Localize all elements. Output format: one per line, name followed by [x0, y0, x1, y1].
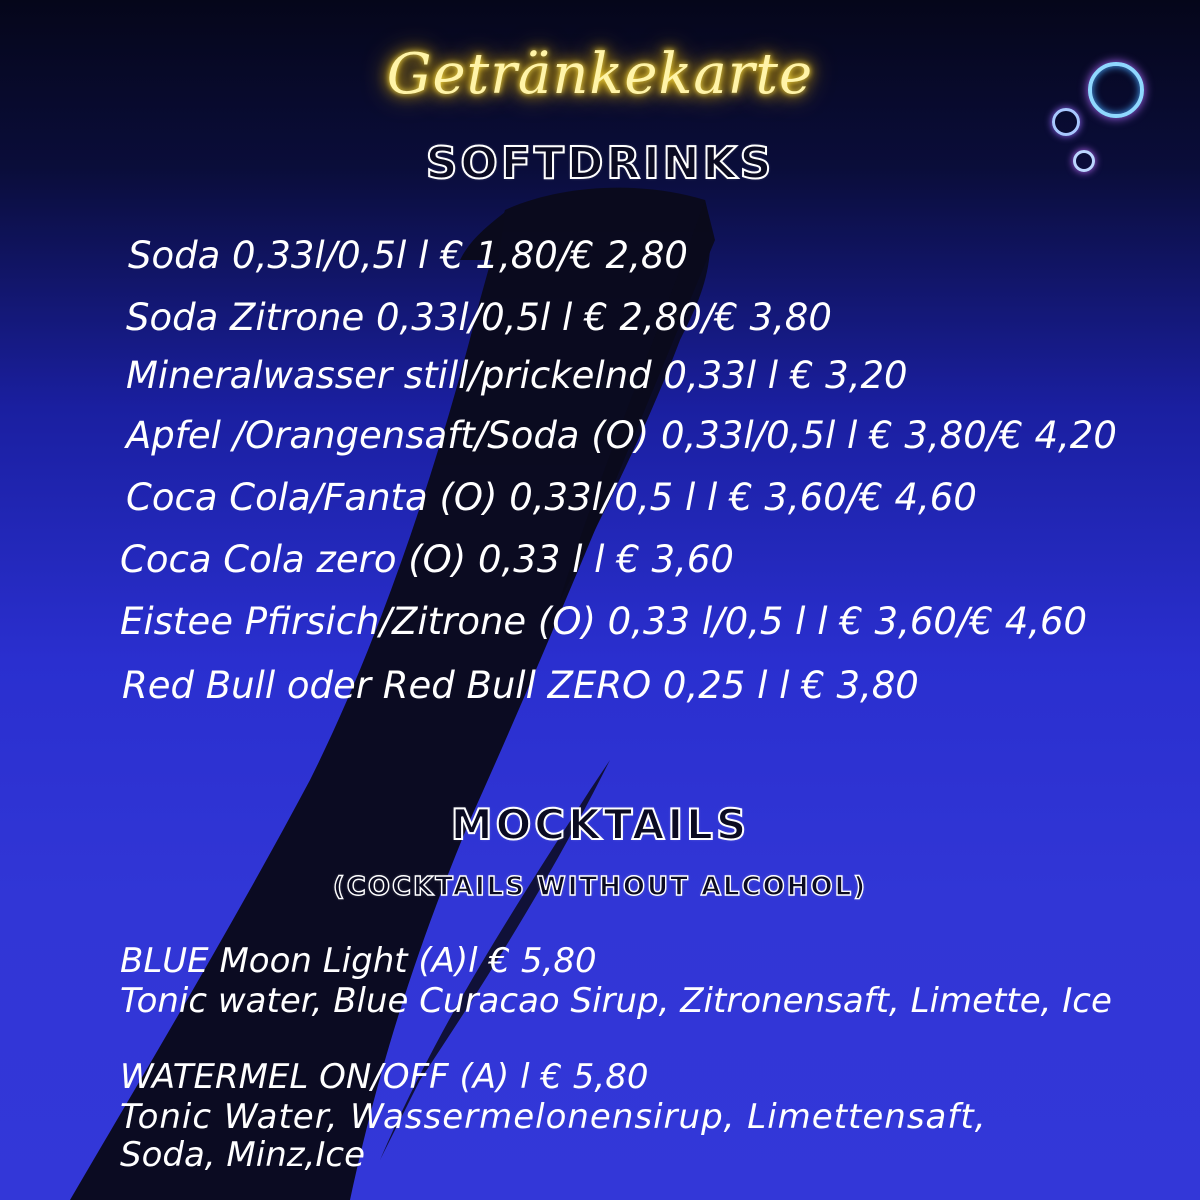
softdrinks-heading: SOFTDRINKS	[425, 138, 775, 189]
menu-item: Soda Zitrone 0,33l/0,5l l € 2,80/€ 3,80	[126, 296, 832, 339]
mocktail-name: WATERMEL ON/OFF (A) l € 5,80	[120, 1057, 649, 1097]
menu-item: Mineralwasser still/prickelnd 0,33l l € 3,20	[126, 354, 908, 397]
menu-item: Coca Cola/Fanta (O) 0,33l/0,5 l l € 3,60/€ 4,60	[126, 476, 977, 519]
mocktails-heading: MOCKTAILS	[450, 800, 750, 849]
menu-item: Red Bull oder Red Bull ZERO 0,25 l l € 3,80	[122, 664, 919, 707]
menu-item: Apfel /Orangensaft/Soda (O) 0,33l/0,5l l € 3,80/€ 4,20	[126, 414, 1117, 457]
mocktail-ingredients: Tonic Water, Wassermelonensirup, Limettensaft,	[120, 1097, 987, 1137]
menu-item: Eistee Pfirsich/Zitrone (O) 0,33 l/0,5 l l € 3,60/€ 4,60	[120, 600, 1088, 643]
mocktail-name: BLUE Moon Light (A)l € 5,80	[120, 941, 597, 981]
menu-item: Soda 0,33l/0,5l l € 1,80/€ 2,80	[128, 234, 688, 277]
menu-item: Coca Cola zero (O) 0,33 l l € 3,60	[120, 538, 734, 581]
mocktails-subheading: (COCKTAILS WITHOUT ALCOHOL)	[332, 872, 868, 902]
menu-title: Getränkekarte	[386, 42, 814, 107]
mocktail-ingredients: Tonic water, Blue Curacao Sirup, Zitronensaft, Limette, Ice	[120, 981, 1112, 1021]
mocktail-ingredients: Soda, Minz,Ice	[120, 1135, 366, 1175]
